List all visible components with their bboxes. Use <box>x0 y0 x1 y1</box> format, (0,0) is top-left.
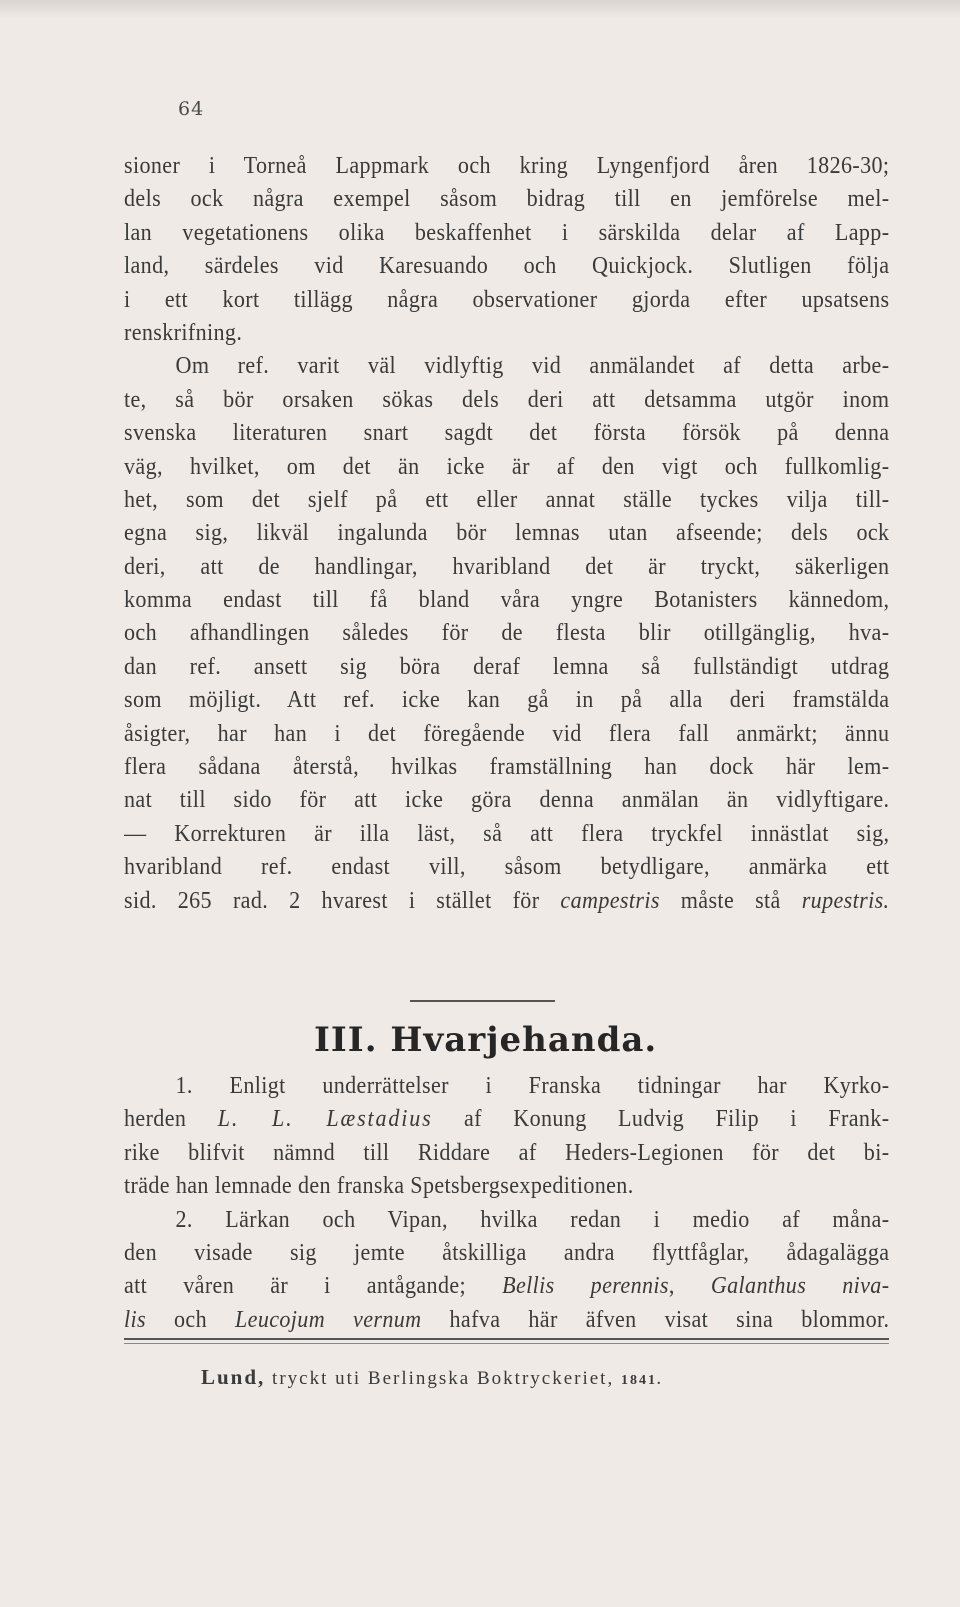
page-top-edge <box>0 0 960 18</box>
text-segment: att våren är i antågande; <box>124 1273 503 1300</box>
text-line: i ett kort tillägg några observationer gjorda efter upsatsens <box>124 286 890 313</box>
text-segment: af Konung Ludvig Filip i Frank- <box>432 1106 890 1133</box>
text-segment: sid. 265 rad. 2 hvarest i stället för <box>124 887 561 914</box>
imprint-place: Lund, <box>201 1365 266 1389</box>
text-line: som möjligt. Att ref. icke kan gå in på alla deri framstälda <box>124 687 890 714</box>
item-1-line: träde han lemnade den franska Spetsbergsexpeditionen. <box>124 1173 634 1200</box>
text-line: lan vegetationens olika beskaffenhet i särskilda delar af Lapp- <box>124 219 890 246</box>
imprint-year: 1841. <box>620 1373 663 1388</box>
printer-imprint <box>201 1365 662 1390</box>
italic-term-bellis: Bellis perennis <box>502 1273 669 1300</box>
main-text <box>124 150 889 918</box>
text-segment: måste stå <box>659 887 802 914</box>
text-line: komma endast till få bland våra yngre Botanisters kännedom, <box>124 587 890 614</box>
italic-term-rupestris: rupestris. <box>801 887 890 914</box>
item-2-line: den visade sig jemte åtskilliga andra flyttfåglar, ådagalägga <box>124 1239 890 1266</box>
text-line: land, särdeles vid Karesuando och Quickjock. Slutligen följa <box>124 253 890 280</box>
footer-rule-thin <box>124 1343 889 1344</box>
text-line: hvaribland ref. endast vill, såsom betydligare, anmärka ett <box>124 854 890 881</box>
text-line: deri, att de handlingar, hvaribland det är tryckt, säkerligen <box>124 553 890 580</box>
text-segment: herden <box>124 1106 218 1133</box>
text-line: renskrifning. <box>124 319 243 346</box>
page-number: 64 <box>178 98 205 120</box>
section-heading: III. Hvarjehanda. <box>314 1020 658 1060</box>
item-2-line <box>124 1270 889 1303</box>
text-line: dan ref. ansett sig böra deraf lemna så fullständigt utdrag <box>124 653 890 680</box>
item-1-line <box>124 1103 889 1136</box>
text-line-last <box>124 885 889 918</box>
text-line: egna sig, likväl ingalunda bör lemnas utan afseende; dels ock <box>124 520 890 547</box>
item-1-line: rike blifvit nämnd till Riddare af Heders-Legionen för det bi- <box>124 1139 890 1166</box>
italic-term-campestris: campestris <box>560 887 660 914</box>
news-items <box>124 1070 889 1337</box>
imprint-text: tryckt uti Berlingska Boktryckeriet, <box>265 1368 621 1389</box>
text-line: nat till sido för att icke göra denna anmälan än vidlyftigare. <box>124 787 890 814</box>
item-2-line: 2. Lärkan och Vipan, hvilka redan i medio af måna- <box>175 1206 890 1233</box>
text-segment: hafva här äfven visat sina blommor. <box>421 1306 890 1333</box>
italic-term-lis: lis <box>124 1306 146 1333</box>
italic-name-laestadius: L. L. Læstadius <box>217 1106 433 1133</box>
italic-term-galanthus: Galanthus niva- <box>710 1273 890 1300</box>
text-line: och afhandlingen således för de flesta blir otillgänglig, hva- <box>124 620 890 647</box>
text-line: dels ock några exempel såsom bidrag till en jemförelse mel- <box>124 186 890 213</box>
text-line: väg, hvilket, om det än icke är af den vigt och fullkomlig- <box>124 453 890 480</box>
text-segment: och <box>145 1306 236 1333</box>
item-1-line: 1. Enligt underrättelser i Franska tidningar har Kyrko- <box>175 1073 890 1099</box>
text-line: het, som det sjelf på ett eller annat ställe tyckes vilja till- <box>124 486 890 513</box>
text-line: åsigter, har han i det föregående vid flera fall anmärkt; ännu <box>124 720 890 747</box>
text-line: sioner i Torneå Lappmark och kring Lyngenfjord åren 1826-30; <box>124 153 890 179</box>
item-2-line <box>124 1304 889 1337</box>
footer-rule-thick <box>124 1338 889 1340</box>
text-line: — Korrekturen är illa läst, så att flera tryckfel innästlat sig, <box>124 820 890 847</box>
text-line: flera sådana återstå, hvilkas framställning han dock här lem- <box>124 754 890 781</box>
text-segment: , <box>668 1273 711 1300</box>
text-line: Om ref. varit väl vidlyftig vid anmälandet af detta arbe- <box>175 353 890 380</box>
text-line: te, så bör orsaken sökas dels deri att detsamma utgör inom <box>124 386 890 413</box>
section-divider <box>410 1000 555 1002</box>
italic-term-leucojum: Leucojum vernum <box>235 1306 422 1333</box>
text-line: svenska literaturen snart sagdt det första försök på denna <box>124 420 890 447</box>
